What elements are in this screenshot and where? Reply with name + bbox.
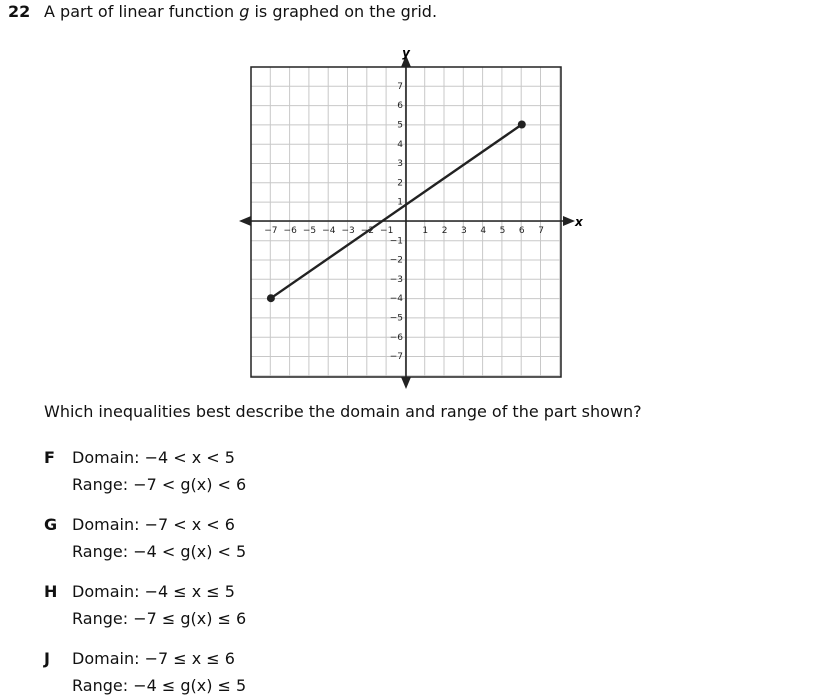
choice-range: Range: −7 ≤ g(x) ≤ 6 [72,609,247,628]
y-tick-label: −5 [389,313,403,324]
x-tick-label: −5 [302,226,317,236]
y-tick-label: −1 [389,236,403,247]
y-tick-label: −3 [389,274,403,285]
question-text-start: A part of linear function [44,2,240,21]
choice-letter: J [44,649,50,668]
y-tick-label: 1 [397,197,403,208]
choice-domain: Domain: −7 < x < 6 [72,515,235,534]
choice-letter: F [44,448,55,467]
choice-range: Range: −7 < g(x) < 6 [72,475,247,494]
y-tick-label: 3 [397,159,403,170]
y-tick-label: 2 [397,178,403,189]
x-tick-label: −7 [264,226,278,236]
x-tick-label: −2 [360,226,375,236]
question-prompt: Which inequalities best describe the domain and range of the part shown? [44,402,642,421]
x-tick-label: 1 [422,226,429,236]
x-tick-label: 4 [480,226,487,236]
endpoint-dot [267,294,275,302]
x-tick-label: −6 [283,226,297,236]
x-axis-arrow-left [239,216,251,226]
x-tick-label: 2 [441,226,448,236]
y-axis-arrow-down [401,377,411,389]
x-tick-label: 5 [499,226,506,236]
y-tick-label: 6 [397,101,403,112]
choice-range: Range: −4 < g(x) < 5 [72,542,247,561]
endpoint-dot [518,121,526,129]
y-tick-label: −6 [389,332,403,343]
y-tick-label: 5 [397,120,403,131]
choice-domain: Domain: −4 < x < 5 [72,448,235,467]
x-tick-label: 7 [538,226,544,236]
choice-range: Range: −4 ≤ g(x) ≤ 5 [72,676,247,695]
choice-letter: G [44,515,58,534]
y-tick-label: −2 [389,255,403,266]
y-tick-label: 7 [397,81,403,92]
x-tick-label: 6 [518,226,525,236]
y-tick-label: −4 [389,294,403,305]
choice-domain: Domain: −4 ≤ x ≤ 5 [72,582,235,601]
choice-domain: Domain: −7 ≤ x ≤ 6 [72,649,235,668]
x-axis-label: x [575,215,583,229]
x-tick-label: −3 [341,226,355,236]
x-tick-label: 3 [461,226,467,236]
y-axis-label: y [402,46,410,60]
x-tick-label: −1 [380,226,394,236]
x-axis-arrow-right [563,216,575,226]
choice-letter: H [44,582,58,601]
question-text-end: is graphed on the grid. [249,2,438,21]
question-number: 22 [8,2,31,21]
function-name: g [239,2,250,21]
y-tick-label: −7 [389,352,403,363]
x-tick-label: −4 [322,226,336,236]
y-tick-label: 4 [397,139,403,150]
